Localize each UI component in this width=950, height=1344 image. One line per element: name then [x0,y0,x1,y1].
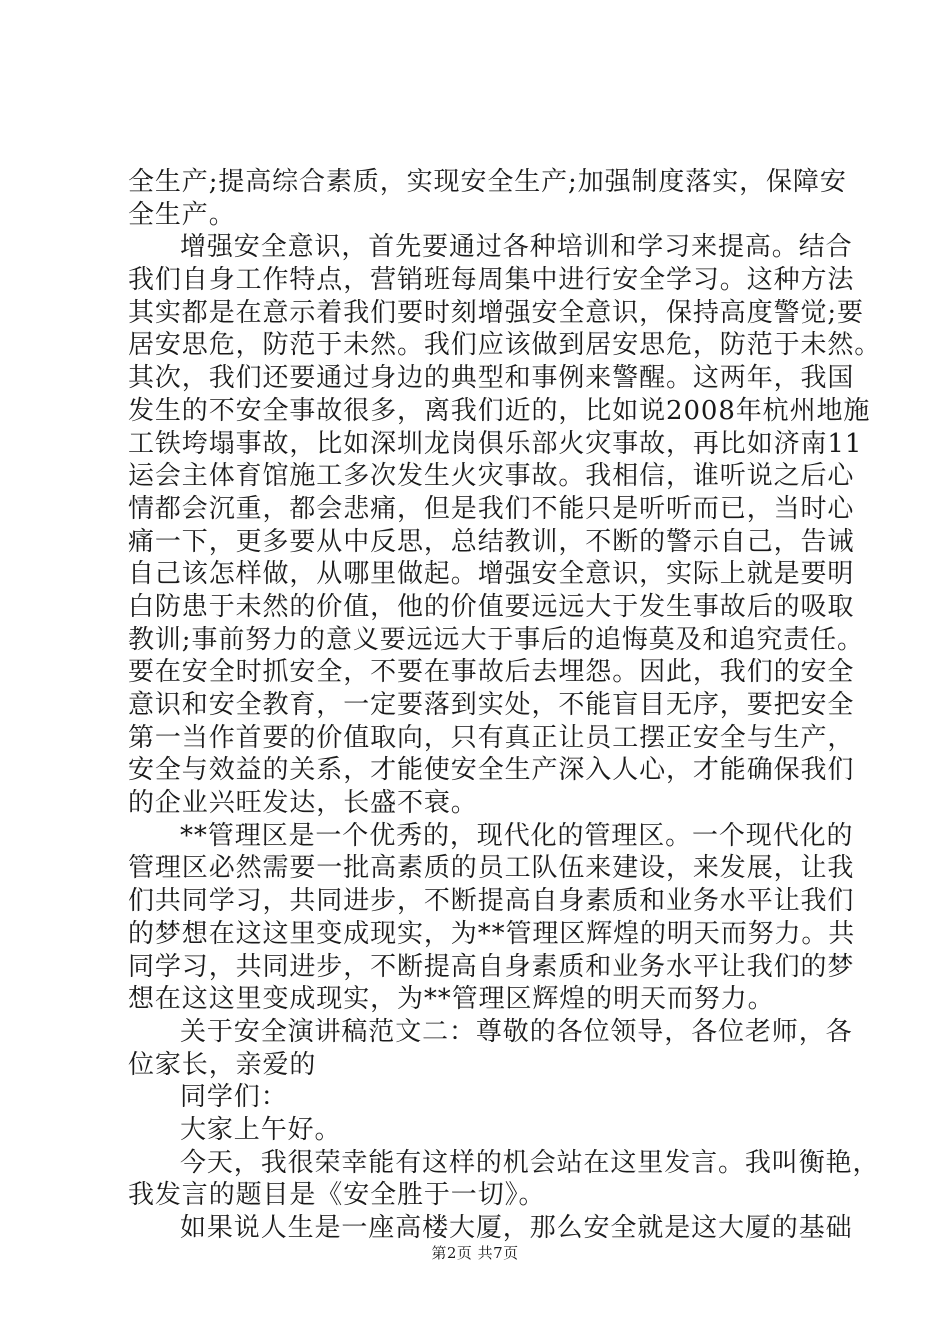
text-line: 工铁垮塌事故，比如深圳龙岗俱乐部火灾事故，再比如济南11 [128,428,863,459]
text-line: 大家上午好。 [180,1114,342,1145]
text-line: 其次，我们还要通过身边的典型和事例来警醒。这两年，我国 [128,363,855,394]
text-line: 第一当作首要的价值取向，只有真正让员工摆正安全与生产， [128,722,855,753]
text-line: 居安思危，防范于未然。我们应该做到居安思危，防范于未然。 [128,330,882,361]
page-footer: 第2页 共7页 [431,1244,519,1262]
text-line: 管理区必然需要一批高素质的员工队伍来建设，来发展，让我 [128,853,855,884]
text-line: 安全与效益的关系，才能使安全生产深入人心，才能确保我们 [128,755,855,786]
text-line: 发生的不安全事故很多，离我们近的，比如说2008年杭州地施 [128,395,871,426]
text-line: 要在安全时抓安全，不要在事故后去埋怨。因此，我们的安全 [128,657,855,688]
text-line: 其实都是在意示着我们要时刻增强安全意识，保持高度警觉;要 [128,297,864,328]
text-line: 我发言的题目是《安全胜于一切》。 [128,1180,546,1211]
text-line: 同学们： [180,1082,288,1113]
text-line: 全生产;提高综合素质，实现安全生产;加强制度落实，保障安 [128,167,847,197]
text-line: 同学习，共同进步，不断提高自身素质和业务水平让我们的梦 [128,951,855,982]
text-line: 痛一下，更多要从中反思，总结教训，不断的警示自己，告诫 [128,526,855,557]
text-line: 的企业兴旺发达，长盛不衰。 [128,788,478,819]
text-line: 关于安全演讲稿范文二：尊敬的各位领导，各位老师，各 [180,1016,853,1047]
text-line: 今天，我很荣幸能有这样的机会站在这里发言。我叫衡艳， [180,1147,880,1178]
text-line: 自己该怎样做，从哪里做起。增强安全意识，实际上就是要明 [128,559,855,590]
text-line: 们共同学习，共同进步，不断提高自身素质和业务水平让我们 [128,886,855,917]
text-line: 想在这这里变成现实，为**管理区辉煌的明天而努力。 [128,984,775,1015]
text-line: 位家长，亲爱的 [128,1049,317,1080]
text-line: 如果说人生是一座高楼大厦，那么安全就是这大厦的基础 [180,1213,853,1243]
text-line: **管理区是一个优秀的，现代化的管理区。一个现代化的 [180,820,854,851]
text-line: 情都会沉重，都会悲痛，但是我们不能只是听听而已，当时心 [128,493,855,524]
text-line: 教训;事前努力的意义要远远大于事后的追悔莫及和追究责任。 [128,624,864,655]
body-text [128,166,882,1245]
text-line: 运会主体育馆施工多次发生火灾事故。我相信，谁听说之后心 [128,461,855,492]
text-line: 增强安全意识，首先要通过各种培训和学习来提高。结合 [180,232,853,263]
text-line: 全生产。 [128,199,236,230]
text-line: 的梦想在这这里变成现实，为**管理区辉煌的明天而努力。共 [128,918,856,949]
text-line: 意识和安全教育，一定要落到实处，不能盲目无序，要把安全 [128,690,855,720]
text-line: 我们自身工作特点，营销班每周集中进行安全学习。这种方法 [128,265,855,296]
text-line: 白防患于未然的价值，他的价值要远远大于发生事故后的吸取 [128,591,855,622]
